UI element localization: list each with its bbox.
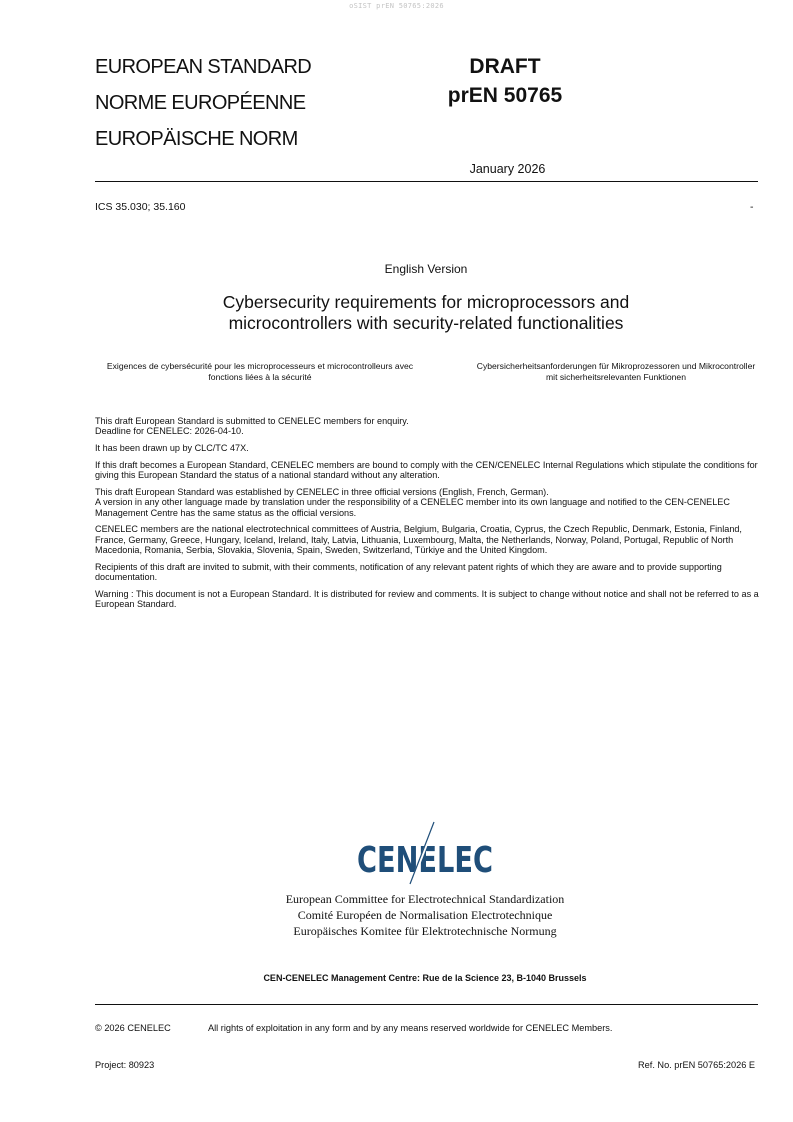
draft-label: DRAFT [469,55,541,78]
management-centre: CEN-CENELEC Management Centre: Rue de la Science 23, B-1040 Brussels [263,973,587,983]
standard-name-fr: NORME EUROPÉENNE [95,92,306,114]
standard-name-de: EUROPÄISCHE NORM [95,128,298,150]
version-label: English Version [384,262,468,276]
cenelec-logo [300,820,550,890]
rights-statement: All rights of exploitation in any form and by any means reserved worldwide for CENELEC Members. [208,1023,613,1033]
ics-right-marker: - [750,201,754,213]
reference-number: Ref. No. prEN 50765:2026 E [638,1060,755,1070]
para-drawn-up: It has been drawn up by CLC/TC 47X. [95,443,249,454]
para-versions: This draft European Standard was established by CENELEC in three official versions (English, French, German). A version in any other language made by translation under the responsibility of a CENELEC member into its own language and notified to the CEN-CENELEC Management Centre has the same status as the official versions. [95,486,730,518]
organization-name-fr: Comité Européen de Normalisation Electrotechnique [297,908,553,922]
project-number: Project: 80923 [95,1060,155,1070]
logo-wordmark: CENELEC [357,840,493,881]
enquiry-notes [95,416,760,616]
ics-codes: ICS 35.030; 35.160 [95,201,186,213]
organization-names [250,891,600,939]
document-id: prEN 50765 [447,84,563,107]
organization-name-de: Europäisches Komitee für Elektrotechnische Normung [293,924,557,938]
footer-divider [95,1004,758,1005]
para-patents: Recipients of this draft are invited to submit, with their comments, notification of any relevant patent rights of which they are aware and to provide supporting documentation. [95,561,722,583]
copyright: © 2026 CENELEC [95,1023,171,1033]
para-warning: Warning : This document is not a European Standard. It is distributed for review and comments. It is subject to change without notice and shall not be referred to as a European Standard. [95,588,759,610]
title-german: Cybersicherheitsanforderungen für Mikroprozessoren und Mikrocontroller mit sicherheitsrelevanten Funktionen [476,361,756,382]
watermark: oSIST prEN 50765:2026 [349,2,444,10]
para-members: CENELEC members are the national electrotechnical committees of Austria, Belgium, Bulgaria, Croatia, Cyprus, the Czech Republic, Denmark, Estonia, Finland, France, Germany, Greece, Hungary, Iceland, Ireland, Italy, Latvia, Lithuania, Luxembourg, Malta, the Netherlands, Norway, Poland, Portugal, Republic of North Macedonia, Romania, Serbia, Slovakia, Slovenia, Spain, Sweden, Switzerland, Türkiye and the United Kingdom. [95,524,742,555]
publication-date: January 2026 [469,162,546,176]
document-title: Cybersecurity requirements for microprocessors and microcontrollers with security-related functionalities [222,292,630,333]
organization-name-en: European Committee for Electrotechnical Standardization [285,892,565,906]
para-submission: This draft European Standard is submitted to CENELEC members for enquiry. Deadline for CENELEC: 2026-04-10. [95,416,409,437]
title-french: Exigences de cybersécurité pour les microprocesseurs et microcontrolleurs avec fonctions liées à la sécurité [106,361,414,382]
para-regulations: If this draft becomes a European Standard, CENELEC members are bound to comply with the CEN/CENELEC Internal Regulations which stipulate the conditions for giving this European Standard the status of a national standard without any alteration. [95,459,758,481]
standard-name-en: EUROPEAN STANDARD [95,56,312,78]
header-divider [95,181,758,182]
